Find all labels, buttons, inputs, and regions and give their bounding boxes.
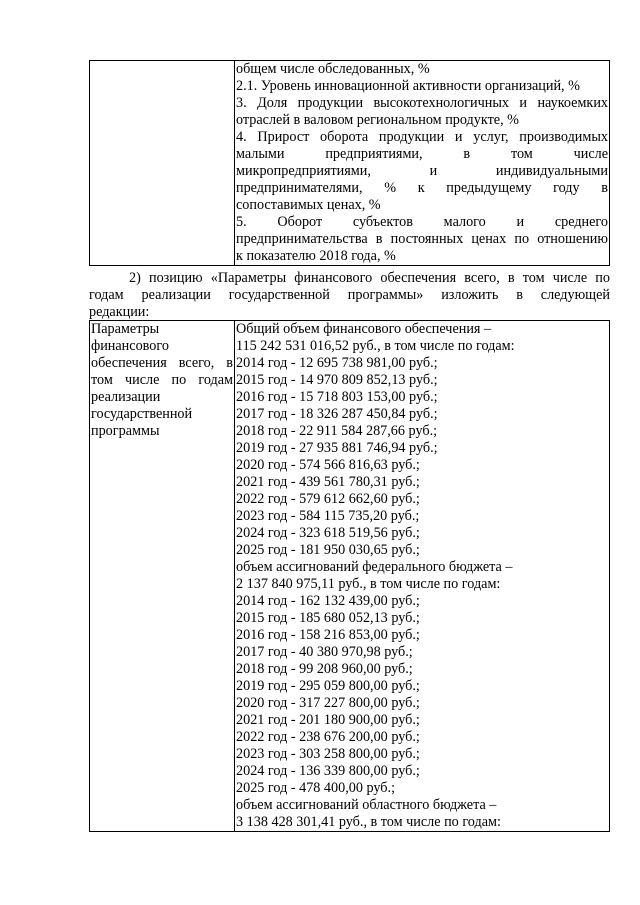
text-line: предпринимательства в постоянных ценах по отношению <box>236 231 608 247</box>
text-line: 2015 год - 14 970 809 852,13 руб.; <box>236 372 438 388</box>
text-line: Параметры <box>91 321 160 337</box>
text-line: 2 137 840 975,11 руб., в том числе по годам: <box>236 576 501 592</box>
paragraph-line: годам реализации государственной программы» изложить в следующей <box>89 287 610 303</box>
indicators-value-cell <box>235 61 610 266</box>
text-line: 2025 год - 478 400,00 руб.; <box>236 780 396 796</box>
text-line: финансового <box>91 338 169 354</box>
text-line: 2014 год - 162 132 439,00 руб.; <box>236 593 420 609</box>
text-line: 4. Прирост оборота продукции и услуг, производимых <box>236 129 608 145</box>
text-line: 2022 год - 238 676 200,00 руб.; <box>236 729 420 745</box>
paragraph-line: редакции: <box>89 304 150 320</box>
text-line: 2023 год - 584 115 735,20 руб.; <box>236 508 420 524</box>
text-line: 2018 год - 22 911 584 287,66 руб.; <box>236 423 438 439</box>
text-line: 2025 год - 181 950 030,65 руб.; <box>236 542 420 558</box>
text-line: 2016 год - 15 718 803 153,00 руб.; <box>236 389 438 405</box>
text-line: реализации <box>91 389 161 405</box>
text-line: том числе по годам <box>91 372 233 388</box>
text-line: государственной <box>91 406 193 422</box>
paragraph-line: 2) позицию «Параметры финансового обеспечения всего, в том числе по <box>129 270 610 286</box>
text-line: 2024 год - 323 618 519,56 руб.; <box>236 525 420 541</box>
text-line: отраслей в валовом региональном продукте, % <box>236 112 519 128</box>
text-line: предпринимателями, % к предыдущему году в <box>236 180 608 196</box>
financing-label-cell <box>90 321 235 832</box>
text-line: Общий объем финансового обеспечения – <box>236 321 492 337</box>
text-line: 2015 год - 185 680 052,13 руб.; <box>236 610 420 626</box>
financing-table <box>89 320 610 832</box>
text-line: 5. Оборот субъектов малого и среднего <box>236 214 608 230</box>
text-line: общем числе обследованных, % <box>236 61 430 77</box>
indicators-label-cell <box>90 61 235 266</box>
indicators-table <box>89 60 610 266</box>
text-line: 2021 год - 201 180 900,00 руб.; <box>236 712 420 728</box>
text-line: 2014 год - 12 695 738 981,00 руб.; <box>236 355 438 371</box>
text-line: 3 138 428 301,41 руб., в том числе по годам: <box>236 814 501 830</box>
financing-value-cell <box>235 321 610 832</box>
text-line: 2017 год - 18 326 287 450,84 руб.; <box>236 406 438 422</box>
text-line: малыми предприятиями, в том числе <box>236 146 608 162</box>
text-line: микропредприятиями, и индивидуальными <box>236 163 608 179</box>
text-line: 2024 год - 136 339 800,00 руб.; <box>236 763 420 779</box>
text-line: программы <box>91 423 160 439</box>
text-line: 2017 год - 40 380 970,98 руб.; <box>236 644 413 660</box>
text-line: 115 242 531 016,52 руб., в том числе по годам: <box>236 338 515 354</box>
table-row <box>90 61 610 266</box>
text-line: 2018 год - 99 208 960,00 руб.; <box>236 661 413 677</box>
text-line: сопоставимых ценах, % <box>236 197 381 213</box>
text-line: 2016 год - 158 216 853,00 руб.; <box>236 627 420 643</box>
text-line: 2020 год - 574 566 816,63 руб.; <box>236 457 420 473</box>
amendment-paragraph <box>89 270 610 321</box>
text-line: 2.1. Уровень инновационной активности организаций, % <box>236 78 580 94</box>
text-line: 2022 год - 579 612 662,60 руб.; <box>236 491 420 507</box>
text-line: 2021 год - 439 561 780,31 руб.; <box>236 474 420 490</box>
text-line: 2019 год - 27 935 881 746,94 руб.; <box>236 440 438 456</box>
text-line: 3. Доля продукции высокотехнологичных и наукоемких <box>236 95 608 111</box>
table-row <box>90 321 610 832</box>
text-line: объем ассигнований областного бюджета – <box>236 797 497 813</box>
text-line: 2019 год - 295 059 800,00 руб.; <box>236 678 420 694</box>
text-line: 2020 год - 317 227 800,00 руб.; <box>236 695 420 711</box>
text-line: объем ассигнований федерального бюджета – <box>236 559 513 575</box>
text-line: к показателю 2018 года, % <box>236 248 396 264</box>
text-line: 2023 год - 303 258 800,00 руб.; <box>236 746 420 762</box>
text-line: обеспечения всего, в <box>91 355 233 371</box>
